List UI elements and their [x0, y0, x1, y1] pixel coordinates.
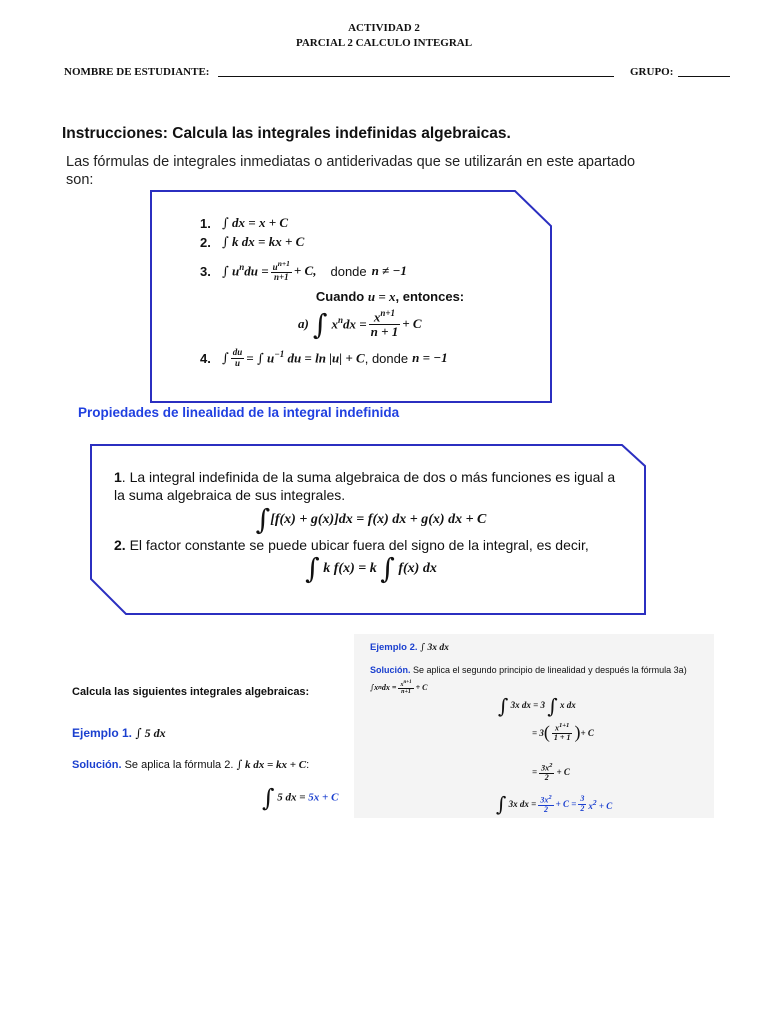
formulas-box: [200, 214, 540, 373]
property-1-formula: ∫[f(x) + g(x)]dx = f(x) dx + g(x) dx + C: [255, 503, 487, 536]
property-1: 1. La integral indefinida de la suma algebraica de dos o más funciones es igual a la suma algebraica de sus integrales.: [114, 469, 616, 503]
example-2-formula-ref: ∫ x n dx = $\frac{x^{n+1}}{n+1}$ + C: [370, 680, 428, 696]
formula-1: 1. ∫ dx = x + C: [200, 215, 289, 231]
formula-3: 3. ∫ $u^ndu$ = $\frac{u^{n+1}}{n+1}$ + C, donde n ≠ −1: [200, 258, 407, 282]
example-2-solution: Solución. Se aplica el segundo principio de linealidad y después la fórmula 3a): [370, 665, 687, 675]
example-2-step-3: = $\frac{3x^2}{2}$ + C: [532, 762, 570, 783]
example-1-heading: Ejemplo 1. ∫ 5 dx: [72, 726, 166, 740]
formula-2: 2. ∫ k dx = kx + C: [200, 234, 305, 250]
group-label: GRUPO:: [630, 66, 674, 78]
example-1-result: ∫ 5 dx = 5x + C: [262, 784, 339, 812]
property-2: 2. El factor constante se puede ubicar fuera del signo de la integral, es decir,: [114, 537, 589, 553]
example-2-result: ∫ 3x dx = $\frac{3x^2}{2}$ + C = $\frac{3}{2}$ $x^2 + C$: [496, 792, 613, 816]
exercises-prompt: Calcula las siguientes integrales algebraicas:: [72, 686, 310, 698]
activity-title: ACTIVIDAD 2: [348, 22, 420, 34]
formula-case-line: Cuando u = x, entonces:: [315, 289, 465, 304]
group-line[interactable]: [678, 76, 730, 77]
example-1-solution: Solución. Se aplica la fórmula 2. ∫ k dx = kx + C:: [72, 758, 310, 771]
instructions-title: Instrucciones: Calcula las integrales indefinidas algebraicas.: [62, 125, 511, 142]
formula-3a: a) ∫ $x^ndx$ = $\frac{x^{n+1}}{n + 1}$ + C: [298, 307, 422, 341]
linearity-heading: Propiedades de linealidad de la integral indefinida: [78, 405, 400, 420]
formula-4: 4. ∫ $\frac{du}{u}$ = ∫ $u^{-1}$ du = ln |u| + C , donde n = −1: [200, 347, 448, 368]
student-name-label: NOMBRE DE ESTUDIANTE:: [64, 66, 210, 78]
linearity-box: [114, 468, 628, 584]
example-2-heading: Ejemplo 2. ∫ 3x dx: [370, 642, 449, 653]
instructions-intro: Las fórmulas de integrales inmediatas o antiderivadas que se utilizarán en este apartado son:: [66, 154, 636, 188]
student-name-line[interactable]: [218, 76, 614, 77]
example-2-step-1: ∫ 3x dx = 3 ∫ x dx: [498, 694, 576, 718]
example-2-step-2: = 3 ( $\frac{x^{1+1}}{1 + 1}$ ) + C: [532, 722, 594, 743]
property-2-formula: ∫ k f(x) = k ∫ f(x) dx: [305, 552, 437, 585]
partial-title: PARCIAL 2 CALCULO INTEGRAL: [295, 37, 473, 49]
